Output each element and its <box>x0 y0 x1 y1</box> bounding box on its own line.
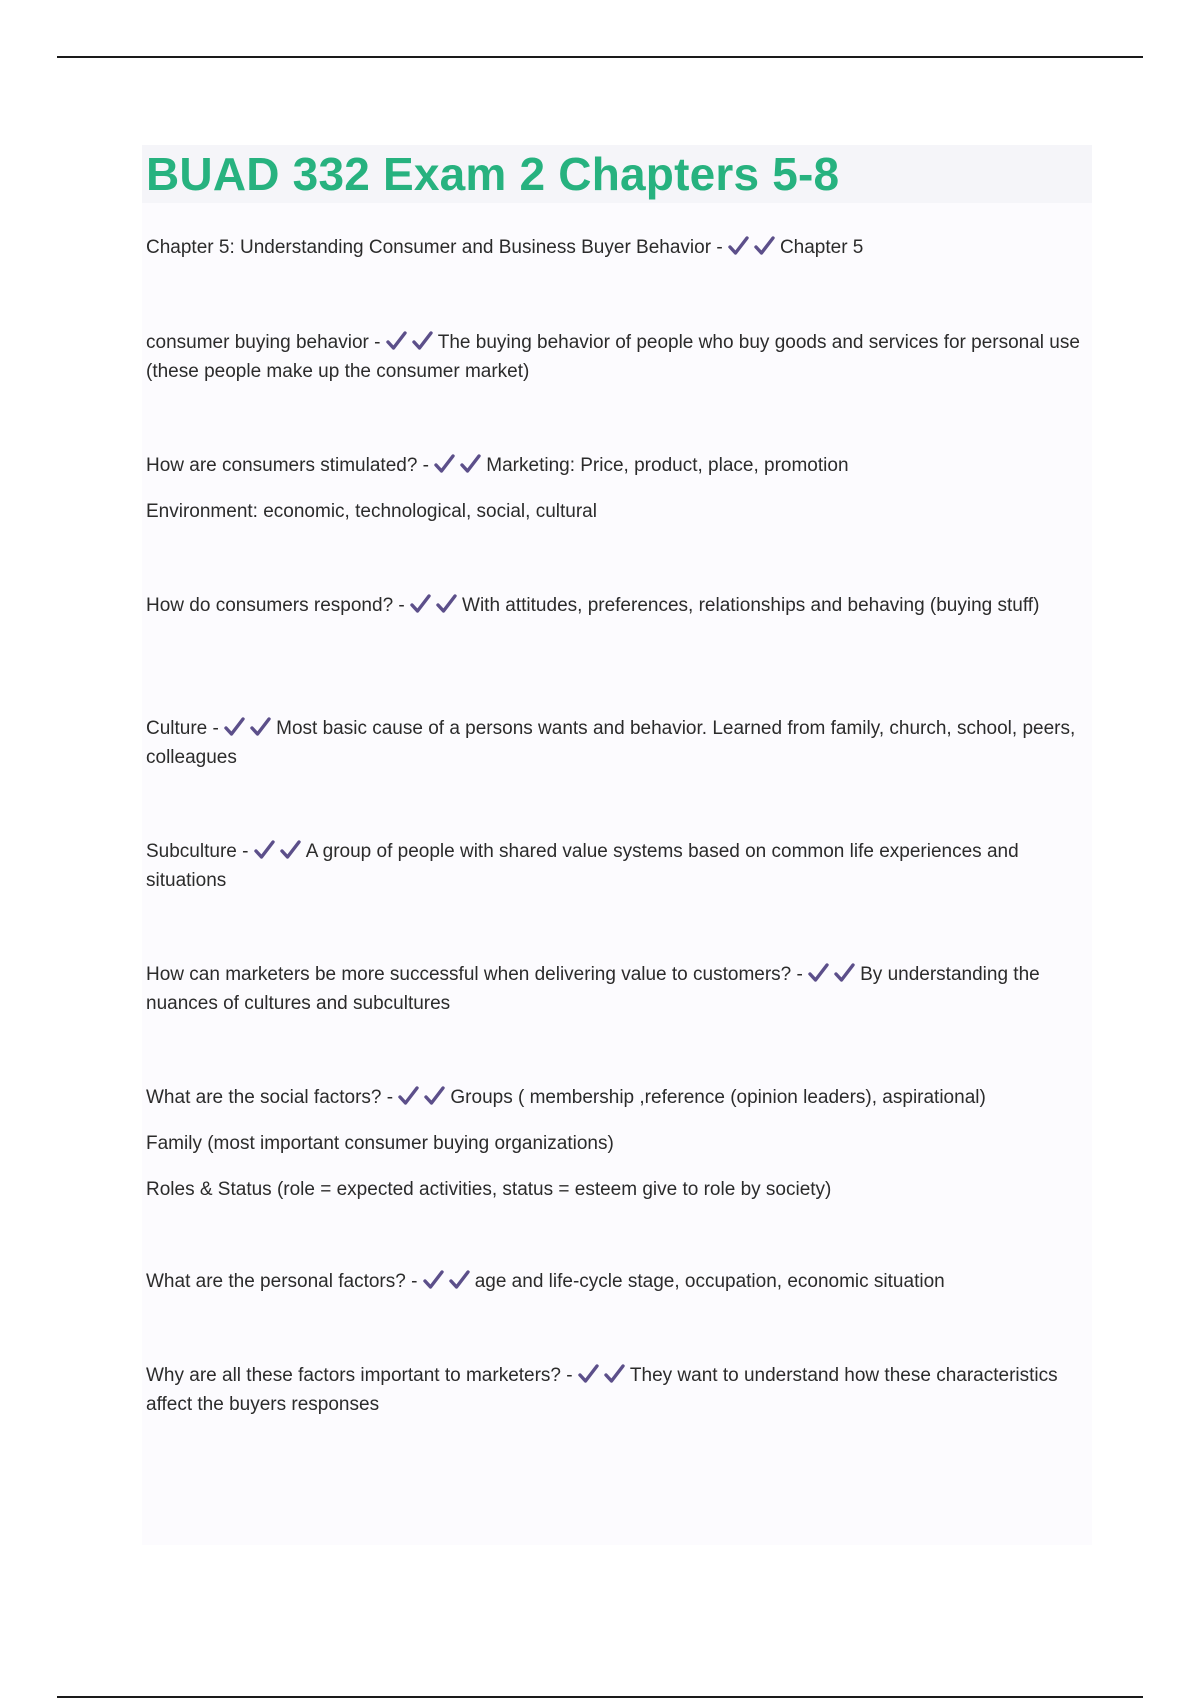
check-icon <box>449 1270 470 1290</box>
entry-first-line <box>146 1267 1086 1296</box>
check-icon <box>280 840 301 860</box>
entry-first-line <box>146 591 1086 620</box>
check-icon <box>834 963 855 983</box>
entry-term: Culture <box>146 718 208 739</box>
entry-definition: They want to understand how these characteristics affect the buyers responses <box>146 1365 1058 1415</box>
entry-definition: Groups ( membership ,reference (opinion leaders), aspirational) <box>450 1087 986 1108</box>
entry-first-line <box>146 328 1086 386</box>
entry-first-line <box>146 1083 1086 1112</box>
check-icon <box>578 1364 599 1384</box>
check-icon <box>728 236 749 256</box>
title-band <box>142 145 1092 203</box>
check-icon <box>412 331 433 351</box>
term-separator: - <box>417 455 435 476</box>
bottom-rule <box>57 1696 1143 1698</box>
check-icon <box>410 594 431 614</box>
check-icon <box>436 594 457 614</box>
entry-first-line <box>146 233 1086 262</box>
term-separator: - <box>381 1087 399 1108</box>
check-icon <box>250 717 271 737</box>
entry-term: consumer buying behavior <box>146 332 369 353</box>
check-icon <box>434 454 455 474</box>
check-icon <box>754 236 775 256</box>
entry-term: What are the social factors? <box>146 1087 382 1108</box>
term-separator: - <box>561 1365 578 1386</box>
entry-first-line <box>146 1361 1086 1419</box>
entry-definition: By understanding the nuances of cultures and subcultures <box>146 964 1040 1014</box>
entry-term: How can marketers be more successful when delivering value to customers? <box>146 964 792 985</box>
term-separator: - <box>236 841 254 862</box>
top-rule <box>57 56 1143 58</box>
entry-term: How do consumers respond? <box>146 595 394 616</box>
document-title: BUAD 332 Exam 2 Chapters 5-8 <box>146 148 840 200</box>
term-separator: - <box>207 718 225 739</box>
check-icon <box>254 840 275 860</box>
check-icon <box>423 1270 444 1290</box>
check-icon <box>808 963 829 983</box>
flashcard-entry <box>146 328 1086 386</box>
term-separator: - <box>405 1271 423 1292</box>
check-icon <box>424 1086 445 1106</box>
entry-definition: age and life-cycle stage, occupation, economic situation <box>474 1271 945 1292</box>
entry-term: How are consumers stimulated? <box>146 455 418 476</box>
entry-first-line <box>146 451 1086 480</box>
entry-definition: Marketing: Price, product, place, promotion <box>486 455 849 476</box>
entry-definition-line: Roles & Status (role = expected activities, status = esteem give to role by society) <box>146 1179 832 1200</box>
entry-term: Why are all these factors important to marketers? <box>146 1365 561 1386</box>
entry-term: What are the personal factors? <box>146 1271 406 1292</box>
check-icon <box>386 331 407 351</box>
document-page <box>142 145 1092 1545</box>
entry-first-line <box>146 837 1086 895</box>
flashcard-entry <box>146 451 1086 526</box>
check-icon <box>224 717 245 737</box>
entry-definition: The buying behavior of people who buy goods and services for personal use (these people make up the consumer market) <box>146 332 1080 382</box>
entry-term: Chapter 5: Understanding Consumer and Business Buyer Behavior <box>146 237 712 258</box>
entry-definition: Chapter 5 <box>779 237 864 258</box>
entry-term: Subculture <box>146 841 237 862</box>
flashcard-entry <box>146 714 1086 772</box>
flashcard-entry <box>146 1267 1086 1296</box>
entry-definition: A group of people with shared value systems based on common life experiences and situations <box>146 841 1019 891</box>
entry-definition-line: Environment: economic, technological, social, cultural <box>146 501 597 522</box>
flashcard-entry <box>146 233 1086 262</box>
term-separator: - <box>393 595 411 616</box>
term-separator: - <box>711 237 728 258</box>
flashcard-entry <box>146 1361 1086 1419</box>
flashcard-entry <box>146 591 1086 620</box>
check-icon <box>398 1086 419 1106</box>
flashcard-entry <box>146 960 1086 1018</box>
entry-first-line <box>146 714 1086 772</box>
check-icon <box>460 454 481 474</box>
entry-definition: With attitudes, preferences, relationships and behaving (buying stuff) <box>462 595 1040 616</box>
flashcard-entry <box>146 1083 1086 1204</box>
flashcard-entry <box>146 837 1086 895</box>
term-separator: - <box>368 332 386 353</box>
term-separator: - <box>791 964 809 985</box>
entry-definition-line: Family (most important consumer buying organizations) <box>146 1133 614 1154</box>
entry-first-line <box>146 960 1086 1018</box>
entry-definition: Most basic cause of a persons wants and behavior. Learned from family, church, school, peers, colleagues <box>146 718 1076 768</box>
check-icon <box>604 1364 625 1384</box>
